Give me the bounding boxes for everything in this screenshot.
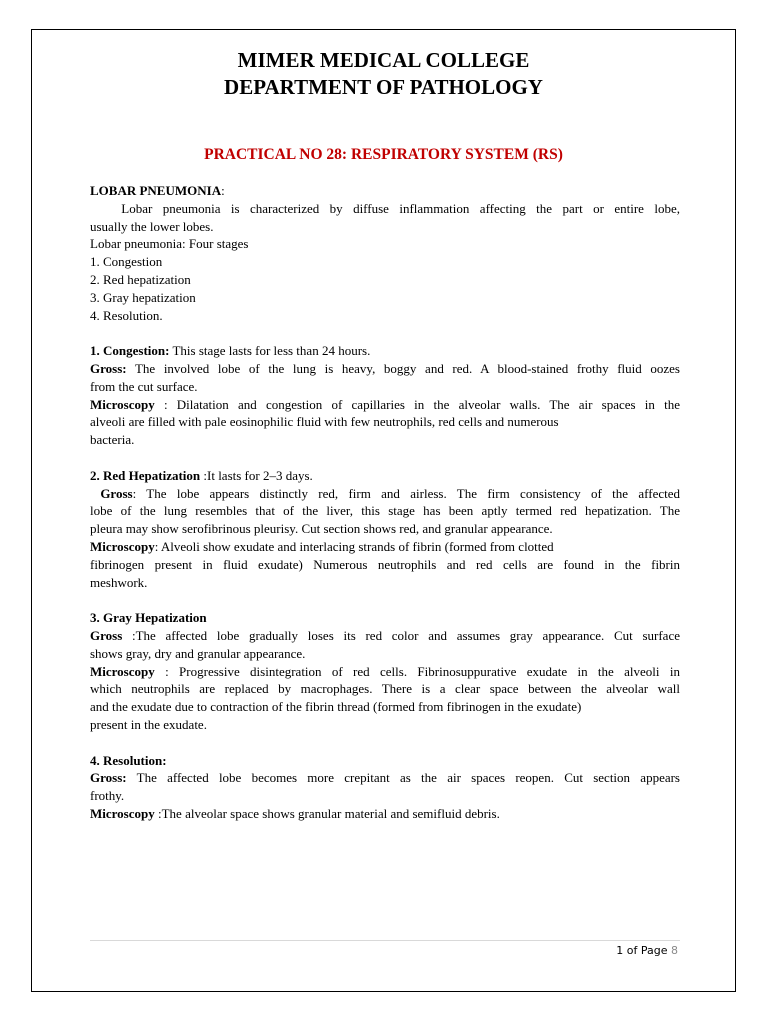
resolution-microscopy: Microscopy :The alveolar space shows granular material and semifluid debris. xyxy=(90,805,500,821)
red-gross-cont: pleura may show serofibrinous pleurisy. Cut section shows red, and granular appearance. xyxy=(90,521,553,537)
gray-microscopy-cont: present in the exudate. xyxy=(90,716,207,732)
red-gross-cont: lobe of the lung resembles that of the liver, this stage has been aptly termed red hepatization. The xyxy=(90,503,680,519)
stages-intro: Lobar pneumonia: Four stages xyxy=(90,236,249,252)
practical-title: PRACTICAL NO 28: RESPIRATORY SYSTEM (RS) xyxy=(204,146,563,163)
page-number: 1 of Page 8 xyxy=(616,944,678,957)
congestion-gross: Gross: The involved lobe of the lung is heavy, boggy and red. A blood-stained frothy fluid oozes xyxy=(90,360,680,376)
footer-divider xyxy=(90,940,680,941)
gray-gross: Gross :The affected lobe gradually loses its red color and assumes gray appearance. Cut surface xyxy=(90,627,680,643)
gray-microscopy: Microscopy : Progressive disintegration of red cells. Fibrinosuppurative exudate in the alveoli in xyxy=(90,663,680,679)
college-name: MIMER MEDICAL COLLEGE xyxy=(237,48,530,72)
red-microscopy-cont: fibrinogen present in fluid exudate) Numerous neutrophils and red cells are found in the fibrin xyxy=(90,556,680,572)
gray-gross-cont: shows gray, dry and granular appearance. xyxy=(90,645,306,661)
stage-item: 1. Congestion xyxy=(90,254,163,270)
stage-item: 4. Resolution. xyxy=(90,307,163,323)
gray-heading: 3. Gray Hepatization xyxy=(90,610,207,626)
gray-microscopy-cont: and the exudate due to contraction of the fibrin thread (formed from fibrinogen in the exudate) xyxy=(90,699,582,715)
gray-microscopy-cont: which neutrophils are replaced by macrophages. There is a clear space between the alveolar wall xyxy=(90,681,680,697)
lobar-heading: LOBAR PNEUMONIA: xyxy=(90,183,225,198)
congestion-heading: 1. Congestion: This stage lasts for less than 24 hours. xyxy=(90,343,371,359)
stage-item: 2. Red hepatization xyxy=(90,271,191,287)
lobar-intro-cont: usually the lower lobes. xyxy=(90,218,214,234)
congestion-gross-cont: from the cut surface. xyxy=(90,378,198,394)
red-microscopy-cont: meshwork. xyxy=(90,574,148,590)
congestion-microscopy-cont: bacteria. xyxy=(90,432,135,448)
document-body xyxy=(90,182,680,823)
red-heading: 2. Red Hepatization :It lasts for 2–3 days. xyxy=(90,467,313,483)
congestion-microscopy: Microscopy : Dilatation and congestion of capillaries in the alveolar walls. The air spaces in the xyxy=(90,396,680,412)
resolution-heading: 4. Resolution: xyxy=(90,752,167,768)
red-gross: Gross: The lobe appears distinctly red, firm and airless. The firm consistency of the affected xyxy=(90,485,680,501)
congestion-microscopy-cont: alveoli are filled with pale eosinophilic fluid with few neutrophils, red cells and numerous xyxy=(90,414,559,430)
red-microscopy: Microscopy: Alveoli show exudate and interlacing strands of fibrin (formed from clotted xyxy=(90,538,554,554)
resolution-gross: Gross: The affected lobe becomes more crepitant as the air spaces reopen. Cut section appears xyxy=(90,770,680,786)
resolution-gross-cont: frothy. xyxy=(90,788,125,804)
lobar-intro: Lobar pneumonia is characterized by diffuse inflammation affecting the part or entire lobe, xyxy=(90,200,680,216)
stage-item: 3. Gray hepatization xyxy=(90,289,196,305)
department-name: DEPARTMENT OF PATHOLOGY xyxy=(224,75,543,99)
